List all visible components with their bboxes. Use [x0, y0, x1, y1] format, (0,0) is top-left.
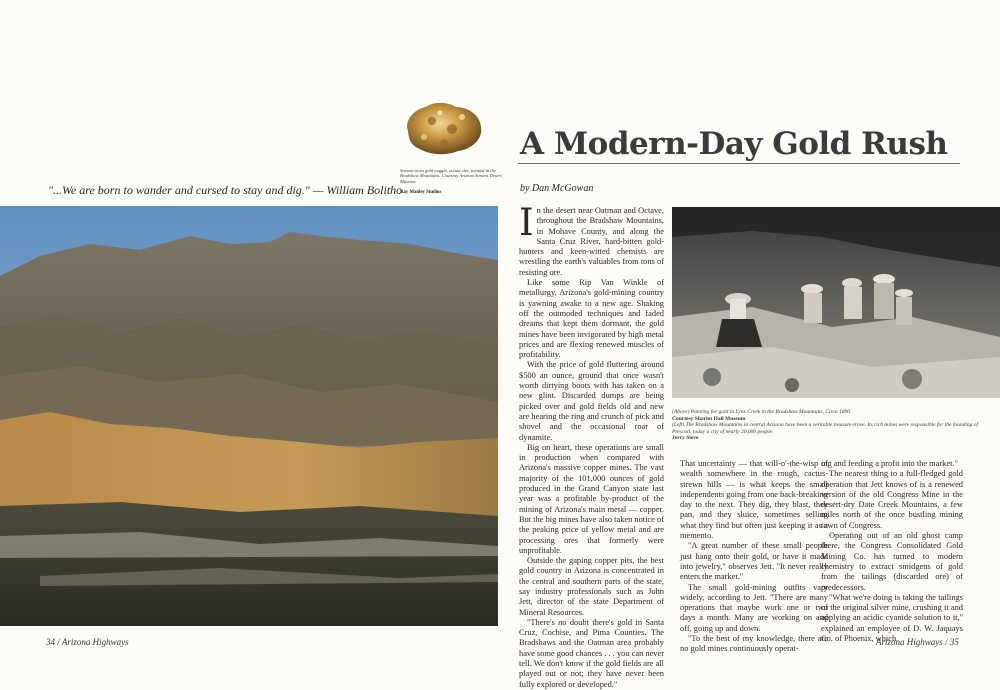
article-paragraph: "To the best of my knowledge, there are no gold mines continuously operat- [680, 634, 828, 654]
photo-caption [672, 409, 982, 442]
article-paragraph: That uncertainty — that will-o'-the-wisp of wealth somewhere in the rough, cactus-strewn hills — is what keeps the small independents going from one back-breaking day to the next. They dig, they blast, they pan, and they sluice, sometimes selling what they find but often just keeping it as a memento. [680, 459, 828, 541]
article-paragraph: The nearest thing to a full-fledged gold operation that Jett knows of is a renewed version of the old Congress Mine in the desert-dry Date Creek Mountains, a few miles north of the once bustling mining town of Congress. [821, 469, 963, 530]
nugget-photo-credit: Ray Manley Studios [400, 190, 442, 195]
byline: by Dan McGowan [520, 183, 594, 194]
article-paragraph: The small gold-mining outfits vary widely, according to Jett. "There are many operations that maybe work one or two days a month. Many are working on and off, going up and down. [680, 582, 828, 633]
article-paragraph: ing and feeding a profit into the market." [821, 459, 958, 468]
article-paragraph: With the price of gold fluttering around $500 an ounce, ground that once wasn't worth dirtying boots with has taken on a new glint. Discarded dumps are being picked over and gold fields old and new are hearing the ring and crunch of pick and shovel and the occasional roar of dynamite. [519, 360, 664, 442]
article-paragraph: Big on heart, these operations are small in production when compared with Arizona's massive copper mines. The vast majority of the 101,000 ounces of gold produced in the Grand Canyon state last year was a profitable by-product of the mining of Arizona's main metal — copper. But the big mines have also taken notice of the peaking price of yellow metal and are processing ores that formerly were unprofitable. [519, 442, 664, 555]
article-paragraph: Operating out of an old ghost camp there, the Congress Consolidated Gold Mining Co. has turned to modern chemistry to extract smidgens of gold from the tailings (discarded ore) of predecessors. [821, 531, 963, 592]
bradshaw-mountains-photo [0, 206, 498, 626]
page-folio-right: Arizona Highways / 35 [876, 637, 959, 647]
drop-cap: I [519, 201, 534, 244]
title-rule [518, 163, 960, 164]
caption-above-credit: Courtesy Sharlot Hall Museum [672, 415, 746, 422]
panning-for-gold-photo [672, 207, 1000, 398]
article-paragraph: Outside the gaping copper pits, the best gold country in Arizona is concentrated in the central and southern parts of the state, say industry professionals such as John Jett, director of the state Department of Mineral Resources. [519, 556, 664, 617]
nugget-caption: Stream-worn gold nugget, actual size, panned in the Bradshaw Mountains. Courtesy Arizona Sonora Desert Museum [400, 168, 502, 184]
caption-left: (Left) The Bradshaw Mountains in central Arizona have been a veritable treasure-trove. Its rich mines were responsible for the founding of Prescott, today a city of nearly 20,000 people. [672, 422, 979, 435]
gold-nugget-image [402, 99, 484, 157]
page-folio-left: 34 / Arizona Highways [46, 637, 129, 647]
article-column-1 [519, 201, 664, 690]
article-paragraph: "A great number of these small people just hang onto their gold, or have it made into jewelry," observes Jett. "It never really enters the market." [680, 541, 828, 582]
article-paragraph: "There's no doubt there's gold in Santa Cruz, Cochise, and Pima Counties. The Bradshaws and the Oatman area probably have some good chances . . . you can never tell. We don't know if the gold fields are all played out or not; they have never been fully explored or developed." [519, 617, 664, 689]
article-column-3 [821, 459, 963, 644]
article-title: A Modern-Day Gold Rush [520, 126, 948, 162]
caption-left-credit: Jerry Sieve [672, 435, 699, 441]
caption-above: (Above) Panning for gold in Lynx Creek in the Bradshaw Mountains, Circa 1890. [672, 409, 852, 415]
epigraph-quote: "...We are born to wander and cursed to stay and dig." — William Bolitho [48, 183, 403, 197]
article-paragraph: Like some Rip Van Winkle of metallurgy, Arizona's gold-mining country is yawning awake to a new age. Shaking off the outmoded techniques and faded dreams that kept them dormant, the gold mines have been invigorated by high metal prices and are flexing renewed muscles of profitability. [519, 278, 664, 360]
article-paragraph: "What we're doing is taking the tailings of the original silver mine, crushing it and applying an acidic cyanide solution to it," explained an employee of D. W. Jaquays Co. of Phoenix, which [821, 592, 963, 644]
article-column-2 [680, 459, 828, 655]
article-paragraph: In the desert near Oatman and Octave, throughout the Bradshaw Mountains, in Mohave County, and along the Santa Cruz River, hard-bitten gold-hunters and keen-witted chemists are wrestling the earth's valuables from tons of resisting ore. [519, 201, 664, 277]
